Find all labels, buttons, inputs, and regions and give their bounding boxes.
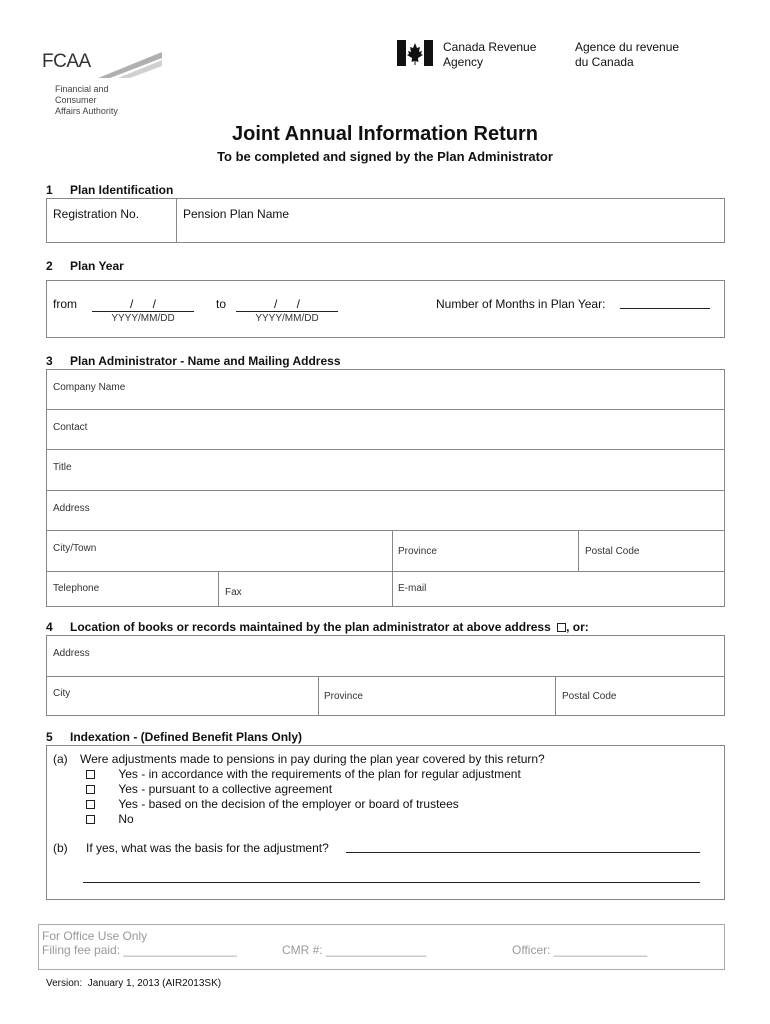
fcaa-subtitle-line3: Affairs Authority <box>55 106 118 116</box>
section5-title: Indexation - (Defined Benefit Plans Only) <box>70 730 303 744</box>
from-date-format: YYYY/MM/DD <box>111 313 175 324</box>
section1-title: Plan Identification <box>70 183 174 197</box>
pension-plan-name-field[interactable]: Pension Plan Name <box>183 207 290 221</box>
telephone-field[interactable]: Telephone <box>53 583 100 594</box>
contact-field[interactable]: Contact <box>53 422 88 433</box>
section2-title: Plan Year <box>70 259 124 273</box>
months-in-plan-year-field[interactable] <box>620 308 710 309</box>
section5-number: 5 <box>46 730 53 744</box>
postal-code-field[interactable]: Postal Code <box>585 546 640 557</box>
option-label: Yes - pursuant to a collective agreement <box>118 782 333 796</box>
address-field[interactable]: Address <box>53 503 90 514</box>
page-subtitle: To be completed and signed by the Plan Administrator <box>217 149 553 164</box>
cra-name-fr-line1: Agence du revenue <box>575 40 680 54</box>
cra-name-en-line1: Canada Revenue <box>443 40 537 54</box>
question-b-marker: (b) <box>53 841 68 855</box>
filing-fee-field: Filing fee paid: _________________ <box>42 943 237 957</box>
province-field[interactable]: Province <box>398 546 437 557</box>
books-province-field[interactable]: Province <box>324 691 363 702</box>
fcaa-logo-mark <box>78 46 168 82</box>
cmr-field: CMR #: _______________ <box>282 943 427 957</box>
fcaa-logo <box>42 44 152 124</box>
option-no[interactable] <box>86 812 134 826</box>
city-town-field[interactable]: City/Town <box>53 543 97 554</box>
section3-number: 3 <box>46 354 53 368</box>
fcaa-subtitle-line1: Financial and <box>55 84 109 94</box>
office-use-heading: For Office Use Only <box>42 929 148 943</box>
question-a-marker: (a) <box>53 752 68 766</box>
from-date-field[interactable] <box>92 297 194 324</box>
option-employer-decision[interactable] <box>86 797 459 811</box>
option-label: Yes - based on the decision of the employer or board of trustees <box>118 797 459 811</box>
option-label: Yes - in accordance with the requirements of the plan for regular adjustment <box>118 767 521 781</box>
to-date-field[interactable] <box>236 297 338 324</box>
option-checkbox[interactable] <box>86 800 95 809</box>
to-label: to <box>216 297 227 311</box>
plan-identification-box <box>46 198 725 243</box>
question-a-text: Were adjustments made to pensions in pay during the plan year covered by this return? <box>80 752 545 766</box>
option-checkbox[interactable] <box>86 770 95 779</box>
adjustment-basis-line2[interactable] <box>83 882 700 883</box>
cra-name-fr-line2: du Canada <box>575 55 634 69</box>
section4-title-suffix: , or: <box>566 620 589 634</box>
section2-number: 2 <box>46 259 53 273</box>
officer-field: Officer: ______________ <box>512 943 648 957</box>
adjustment-basis-line1[interactable] <box>346 852 700 853</box>
question-b-text: If yes, what was the basis for the adjustment? <box>86 841 329 855</box>
to-date-format: YYYY/MM/DD <box>255 313 319 324</box>
fcaa-logo-text: FCAA <box>42 51 91 72</box>
registration-number-field[interactable]: Registration No. <box>53 207 140 221</box>
company-name-field[interactable]: Company Name <box>53 382 126 393</box>
section1-number: 1 <box>46 183 53 197</box>
option-regular-adjustment[interactable] <box>86 767 521 781</box>
books-postal-code-field[interactable]: Postal Code <box>562 691 617 702</box>
books-city-field[interactable]: City <box>53 688 71 699</box>
title-field[interactable]: Title <box>53 462 72 473</box>
section4-title: Location of books or records maintained by the plan administrator at above address <box>70 620 551 634</box>
option-collective-agreement[interactable] <box>86 782 332 796</box>
email-field[interactable]: E-mail <box>398 583 427 594</box>
fcaa-subtitle-line2: Consumer <box>55 95 97 105</box>
from-date-separators: / / <box>129 297 156 311</box>
section3-title: Plan Administrator - Name and Mailing Address <box>70 354 341 368</box>
fax-field[interactable]: Fax <box>225 587 242 598</box>
cra-name-en-line2: Agency <box>443 55 484 69</box>
page-title: Joint Annual Information Return <box>232 123 538 145</box>
from-label: from <box>53 297 77 311</box>
option-label: No <box>118 812 134 826</box>
canada-flag-icon <box>397 40 433 66</box>
same-address-checkbox[interactable] <box>557 623 566 632</box>
option-checkbox[interactable] <box>86 785 95 794</box>
books-address-field[interactable]: Address <box>53 648 90 659</box>
section4-number: 4 <box>46 620 53 634</box>
version-text: Version: January 1, 2013 (AIR2013SK) <box>46 978 222 989</box>
to-date-separators: / / <box>273 297 300 311</box>
months-in-plan-year-label: Number of Months in Plan Year: <box>436 297 606 311</box>
option-checkbox[interactable] <box>86 815 95 824</box>
